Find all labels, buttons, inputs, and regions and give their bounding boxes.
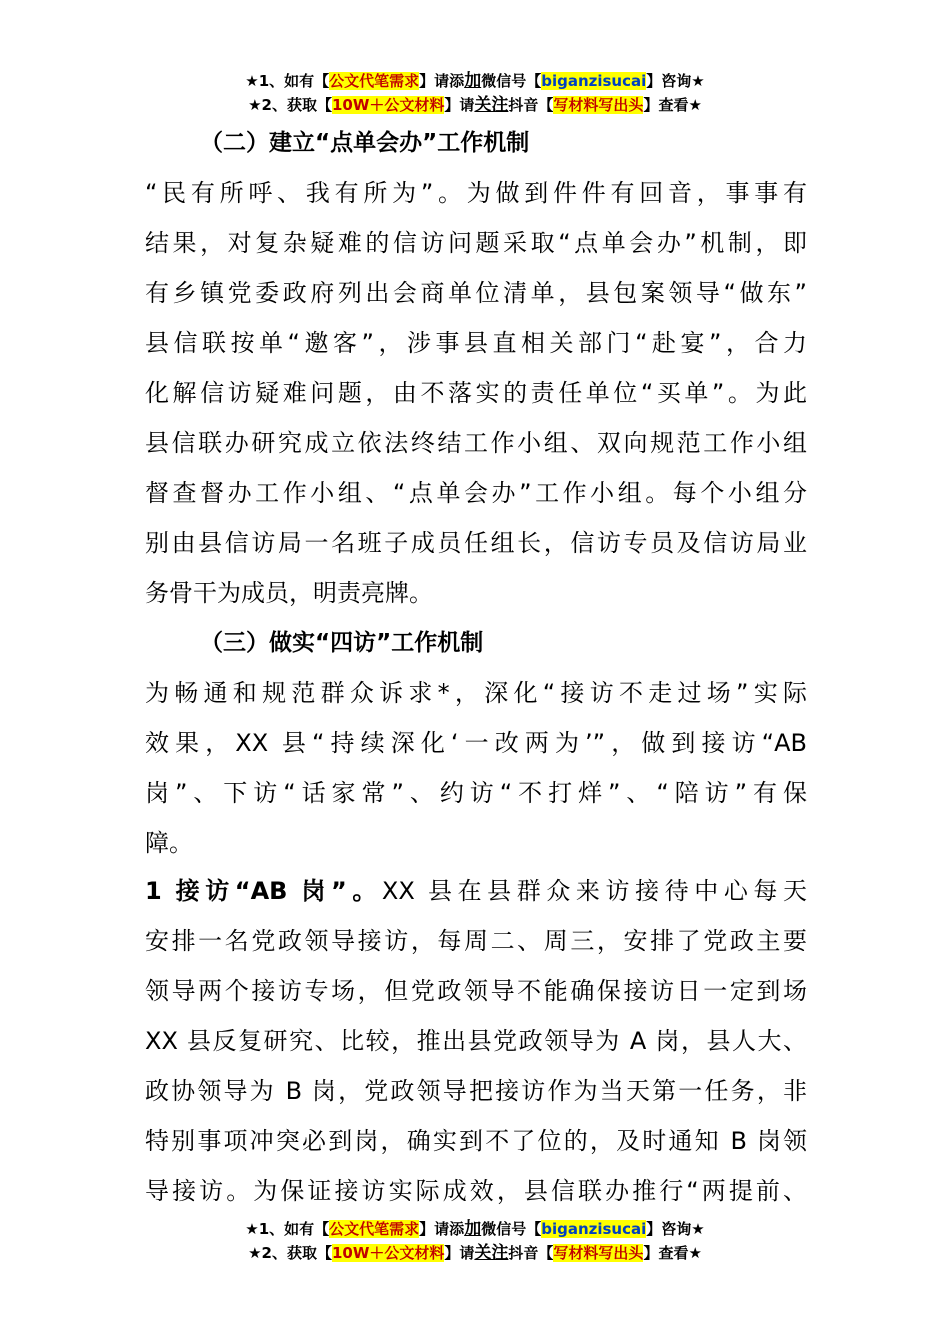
ad-banner-top-line2: ★2、获取【10W＋公文材料】请关注抖音【写材料写出头】查看★ [248, 95, 702, 115]
paragraph-line: 别由县信访局一名班子成员任组长，信访专员及信访局业 [145, 529, 807, 557]
highlight-douyin: 写材料写出头 [553, 1244, 644, 1262]
paragraph-line: 化解信访疑难问题，由不落实的责任单位“买单”。为此 [145, 379, 807, 407]
highlight-service: 公文代笔需求 [329, 72, 420, 90]
highlight-materials: 10W＋公文材料 [331, 1244, 445, 1262]
star-icon: ★ [248, 1244, 262, 1262]
paragraph-line: XX 县反复研究、比较，推出县党政领导为 A 岗，县人大、 [145, 1027, 807, 1055]
paragraph-line: 特别事项冲突必到岗，确实到不了位的，及时通知 B 岗领 [145, 1127, 807, 1155]
paragraph-line: 政协领导为 B 岗，党政领导把接访作为当天第一任务，非 [145, 1077, 807, 1105]
paragraph-line: 县信联按单“邀客”，涉事县直相关部门“赴宴”，合力 [145, 329, 807, 357]
ad-banner-bottom-line1: ★1、如有【公文代笔需求】请添加微信号【biganzisucai】咨询★ [245, 1219, 705, 1239]
paragraph-line: 县信联办研究成立依法终结工作小组、双向规范工作小组 [145, 429, 807, 457]
paragraph-line: 为畅通和规范群众诉求*，深化“接访不走过场”实际 [145, 679, 807, 707]
paragraph-line: 领导两个接访专场，但党政领导不能确保接访日一定到场 [145, 977, 807, 1005]
highlight-douyin: 写材料写出头 [553, 96, 644, 114]
paragraph-line: “民有所呼、我有所为”。为做到件件有回音，事事有 [145, 179, 807, 207]
paragraph-line: 1 接访“AB 岗”。XX 县在县群众来访接待中心每天 [145, 877, 807, 905]
star-icon: ★ [691, 72, 705, 90]
paragraph-line: 有乡镇党委政府列出会商单位清单，县包案领导“做东” [145, 279, 807, 307]
star-icon: ★ [691, 1220, 705, 1238]
highlight-wechat-id: biganzisucai [541, 1220, 647, 1238]
star-icon: ★ [248, 96, 262, 114]
paragraph-line: 务骨干为成员，明责亮牌。 [145, 579, 433, 607]
highlight-wechat-id: biganzisucai [541, 72, 647, 90]
star-icon: ★ [688, 96, 702, 114]
ad-banner-bottom-line2: ★2、获取【10W＋公文材料】请关注抖音【写材料写出头】查看★ [248, 1243, 702, 1263]
paragraph-line: 安排一名党政领导接访，每周二、周三，安排了党政主要 [145, 927, 807, 955]
paragraph-line: 结果，对复杂疑难的信访问题采取“点单会办”机制，即 [145, 229, 807, 257]
section3-heading: （三）做实“四访”工作机制 [200, 630, 484, 656]
star-icon: ★ [245, 1220, 259, 1238]
item1-bold-heading: 1 接访“AB 岗”。 [145, 877, 382, 905]
star-icon: ★ [245, 72, 259, 90]
paragraph-line: 障。 [145, 829, 193, 857]
paragraph-line: 导接访。为保证接访实际成效，县信联办推行“两提前、 [145, 1177, 807, 1205]
ad-banner-top-line1: ★1、如有【公文代笔需求】请添加微信号【biganzisucai】咨询★ [245, 71, 705, 91]
section2-heading: （二）建立“点单会办”工作机制 [200, 130, 530, 156]
highlight-materials: 10W＋公文材料 [331, 96, 445, 114]
paragraph-line: 效果，XX 县“持续深化‘一改两为’”，做到接访“AB [145, 729, 807, 757]
star-icon: ★ [688, 1244, 702, 1262]
paragraph-line: 岗”、下访“话家常”、约访“不打烊”、“陪访”有保 [145, 779, 807, 807]
highlight-service: 公文代笔需求 [329, 1220, 420, 1238]
paragraph-line: 督查督办工作小组、“点单会办”工作小组。每个小组分 [145, 479, 807, 507]
